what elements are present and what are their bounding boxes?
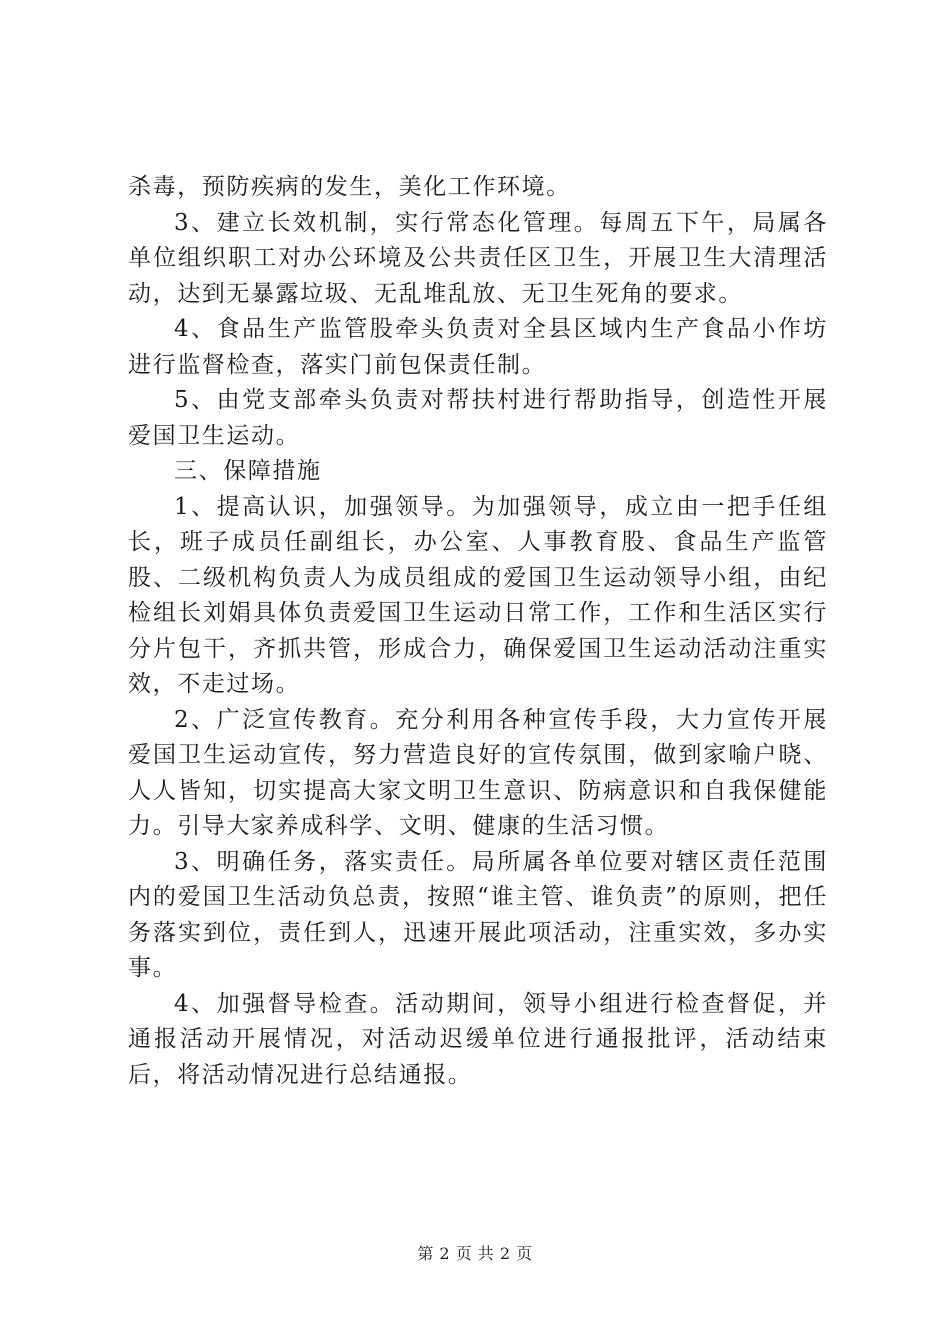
- document-body: [128, 170, 828, 1093]
- measure-item-4: 4、加强督导检查。活动期间，领导小组进行检查督促，并通报活动开展情况，对活动迟缓单位进行通报批评，活动结束后，将活动情况进行总结通报。: [128, 990, 828, 1088]
- measure-item-2: 2、广泛宣传教育。充分利用各种宣传手段，大力宣传开展爱国卫生运动宣传，努力营造良好的宣传氛围，做到家喻户晓、人人皆知，切实提高大家文明卫生意识、防病意识和自我保健能力。引导大家养成科学、文明、健康的生活习惯。: [128, 706, 828, 839]
- section-heading: 三、保障措施: [174, 458, 322, 484]
- page-footer: 第 2 页 共 2 页: [417, 1244, 533, 1263]
- paragraph-item-5: 5、由党支部牵头负责对帮扶村进行帮助指导，创造性开展爱国卫生运动。: [128, 387, 828, 449]
- measure-item-1: 1、提高认识，加强领导。为加强领导，成立由一把手任组长，班子成员任副组长，办公室、人事教育股、食品生产监管股、二级机构负责人为成员组成的爱国卫生运动领导小组，由纪检组长刘娟具体负责爱国卫生运动日常工作，工作和生活区实行分片包干，齐抓共管，形成合力，确保爱国卫生运动活动注重实效，不走过场。: [128, 493, 828, 697]
- paragraph-item-4: 4、食品生产监管股牵头负责对全县区域内生产食品小作坊进行监督检查，落实门前包保责任制。: [128, 316, 828, 378]
- paragraph-continuation: 杀毒，预防疾病的发生，美化工作环境。: [128, 174, 571, 200]
- paragraph-item-3: 3、建立长效机制，实行常态化管理。每周五下午，局属各单位组织职工对办公环境及公共责任区卫生，开展卫生大清理活动，达到无暴露垃圾、无乱堆乱放、无卫生死角的要求。: [128, 209, 828, 307]
- measure-item-3: 3、明确任务，落实责任。局所属各单位要对辖区责任范围内的爱国卫生活动负总责，按照“谁主管、谁负责”的原则，把任务落实到位，责任到人，迅速开展此项活动，注重实效，多办实事。: [128, 848, 828, 981]
